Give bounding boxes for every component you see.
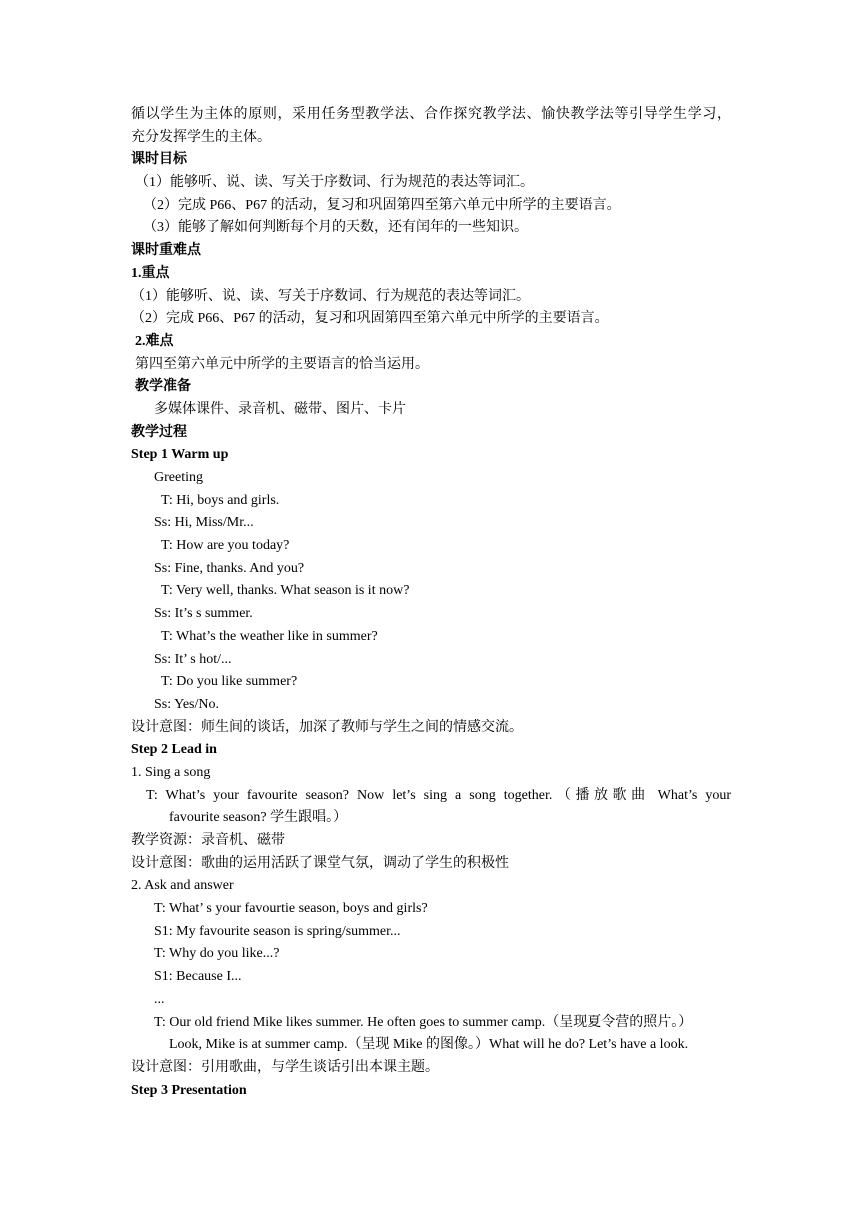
objective-item-3: （3）能够了解如何判断每个月的天数，还有闰年的一些知识。 [143,220,528,236]
dialogue-line-2: Ss: Hi, Miss/Mr... [154,515,254,531]
intro-line-1: 循以学生为主体的原则，采用任务型教学法、合作探究教学法、愉快教学法等引导学生学习， [131,107,731,122]
dialogue-line-6: Ss: It’s s summer. [154,606,253,622]
step1-intent: 设计意图：师生间的谈话，加深了教师与学生之间的情感交流。 [131,719,523,735]
camp-line-1: T: Our old friend Mike likes summer. He often goes to summer camp.（呈现夏令营的照片。） [154,1014,693,1030]
step2-intent-2: 设计意图：引用歌曲，与学生谈话引出本课主题。 [131,1059,439,1075]
ask-line-4: S1: Because I... [154,969,242,985]
sing-heading: 1. Sing a song [131,764,211,780]
step3-heading: Step 3 Presentation [131,1082,247,1098]
document-page [131,104,731,1102]
difficult-point-text: 第四至第六单元中所学的主要语言的恰当运用。 [135,356,429,372]
sing-line-1: T: What’s your favourite season? Now let’s sing a song together.（播放歌曲 What’s your [146,787,731,803]
step1-heading: Step 1 Warm up [131,447,229,463]
objectives-heading: 课时目标 [131,152,187,168]
dialogue-line-4: Ss: Fine, thanks. And you? [154,560,305,576]
dialogue-line-7: T: What’s the weather like in summer? [161,628,378,644]
preparation-text: 多媒体课件、录音机、磁带、图片、卡片 [154,401,406,417]
greeting-label: Greeting [154,470,203,485]
objective-item-1: （1）能够听、说、读、写关于序数词、行为规范的表达等词汇。 [135,175,534,191]
sing-line-2: favourite season? 学生跟唱。） [169,810,348,826]
key-points-heading: 1.重点 [131,265,170,281]
dialogue-line-8: Ss: It’ s hot/... [154,651,232,667]
ask-heading: 2. Ask and answer [131,878,234,894]
step2-intent-1: 设计意图：歌曲的运用活跃了课堂气氛，调动了学生的积极性 [131,855,509,871]
difficult-points-heading: 2.难点 [135,333,174,349]
ask-line-3: T: Why do you like...? [154,946,280,962]
key-difficult-heading: 课时重难点 [131,243,201,259]
dialogue-line-9: T: Do you like summer? [161,674,298,690]
ask-line-5: ... [154,991,165,1007]
key-point-item-2: （2）完成 P66、P67 的活动，复习和巩固第四至第六单元中所学的主要语言。 [131,311,609,327]
resource-line: 教学资源：录音机、磁带 [131,833,285,848]
dialogue-line-1: T: Hi, boys and girls. [161,492,280,508]
preparation-heading: 教学准备 [135,379,191,395]
dialogue-line-10: Ss: Yes/No. [154,696,219,712]
camp-line-2: Look, Mike is at summer camp.（呈现 Mike 的图像。）What will he do? Let’s have a look. [169,1037,689,1053]
objective-item-2: （2）完成 P66、P67 的活动，复习和巩固第四至第六单元中所学的主要语言。 [143,197,621,213]
process-heading: 教学过程 [131,424,187,440]
dialogue-line-5: T: Very well, thanks. What season is it now? [161,583,410,599]
intro-line-2: 充分发挥学生的主体。 [131,129,271,145]
dialogue-line-3: T: How are you today? [161,538,290,554]
ask-line-1: T: What’ s your favourtie season, boys and girls? [154,901,428,917]
step2-heading: Step 2 Lead in [131,742,217,758]
key-point-item-1: （1）能够听、说、读、写关于序数词、行为规范的表达等词汇。 [131,288,530,304]
ask-line-2: S1: My favourite season is spring/summer... [154,923,401,939]
